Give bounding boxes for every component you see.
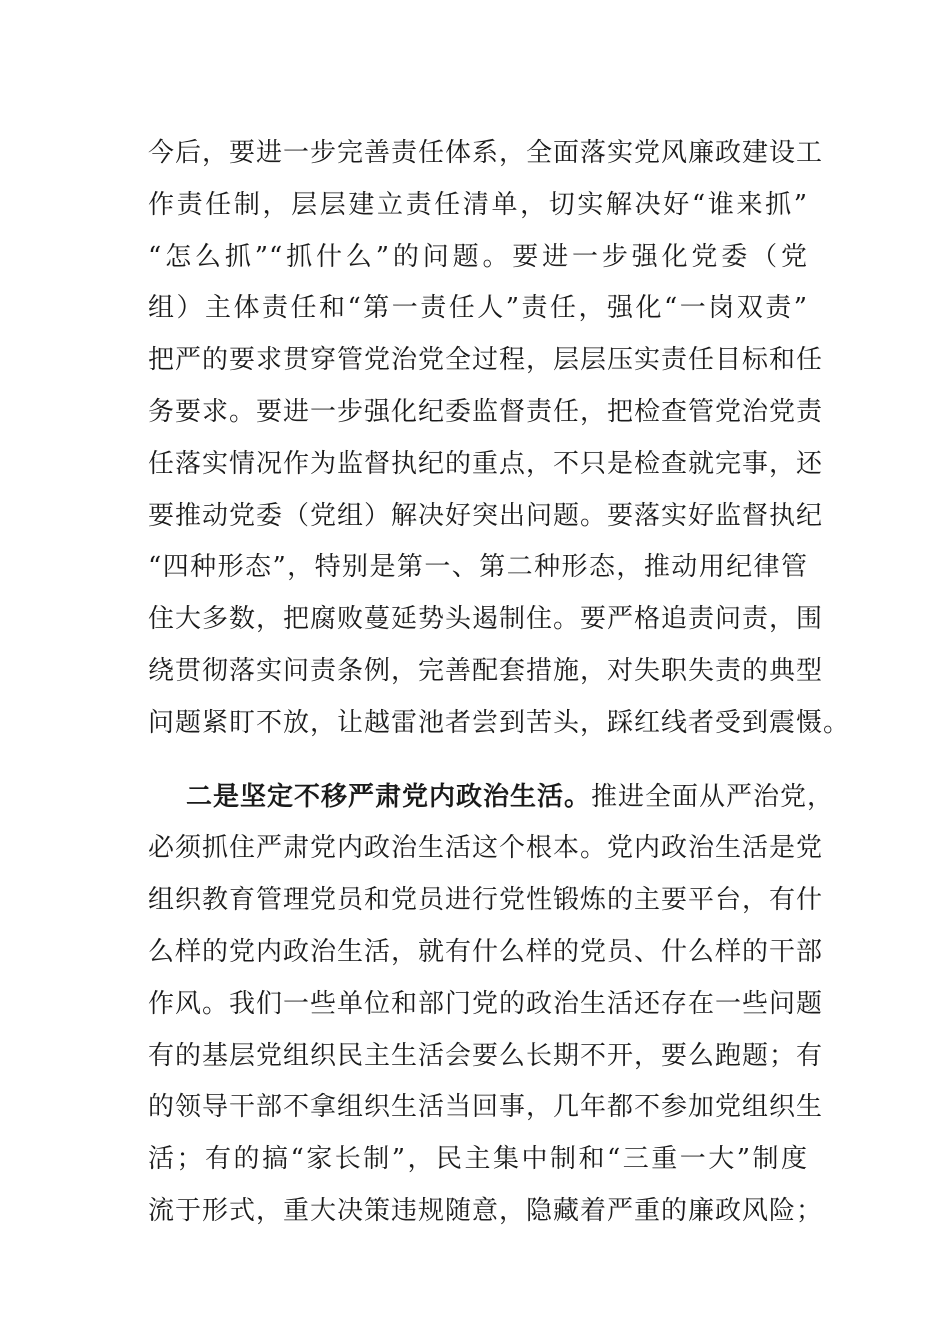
text-line: 作风。我们一些单位和部门党的政治生活还存在一些问题 [148, 988, 824, 1019]
paragraph-responsibility [148, 128, 851, 750]
text-line: “四种形态”，特别是第一、第二种形态，推动用纪律管 [148, 552, 808, 583]
text-line: 有的基层党组织民主生活会要么长期不开，要么跑题；有 [148, 1040, 824, 1071]
paragraph-political-life [148, 772, 835, 1238]
text-line: 活；有的搞“家长制”，民主集中制和“三重一大”制度 [148, 1144, 808, 1175]
paragraph-first-line [148, 772, 835, 824]
text-line: 任落实情况作为监督执纪的重点，不只是检查就完事，还 [148, 448, 824, 479]
text-line: 今后，要进一步完善责任体系，全面落实党风廉政建设工 [148, 138, 824, 168]
text-line: 务要求。要进一步强化纪委监督责任，把检查管党治党责 [148, 396, 824, 427]
text-line: 住大多数，把腐败蔓延势头遏制住。要严格追责问责，围 [148, 604, 824, 635]
document-body [148, 128, 851, 1238]
text-line: 组）主体责任和“第一责任人”责任，强化“一岗双责” [148, 293, 808, 324]
text-line: 么样的党内政治生活，就有什么样的党员、什么样的干部 [148, 936, 824, 967]
text-line: 必须抓住严肃党内政治生活这个根本。党内政治生活是党 [148, 833, 824, 864]
text-line: “怎么抓”“抓什么”的问题。要进一步强化党委（党 [148, 241, 808, 272]
text-line: 要推动党委（党组）解决好突出问题。要落实好监督执纪 [148, 500, 824, 531]
heading-continuation: 推进全面从严治党， [591, 781, 835, 812]
text-line: 作责任制，层层建立责任清单，切实解决好“谁来抓” [148, 189, 808, 220]
text-line: 流于形式，重大决策违规随意，隐藏着严重的廉政风险； [148, 1195, 824, 1226]
text-line: 把严的要求贯穿管党治党全过程，层层压实责任目标和任 [148, 345, 824, 376]
section-heading: 二是坚定不移严肃党内政治生活。 [186, 781, 592, 812]
text-line: 绕贯彻落实问责条例，完善配套措施，对失职失责的典型 [148, 655, 824, 686]
paragraph-gap [148, 750, 808, 772]
text-line: 问题紧盯不放，让越雷池者尝到苦头，踩红线者受到震慑。 [148, 707, 851, 738]
text-line: 的领导干部不拿组织生活当回事，几年都不参加党组织生 [148, 1092, 824, 1123]
text-line: 组织教育管理党员和党员进行党性锻炼的主要平台，有什 [148, 885, 824, 916]
